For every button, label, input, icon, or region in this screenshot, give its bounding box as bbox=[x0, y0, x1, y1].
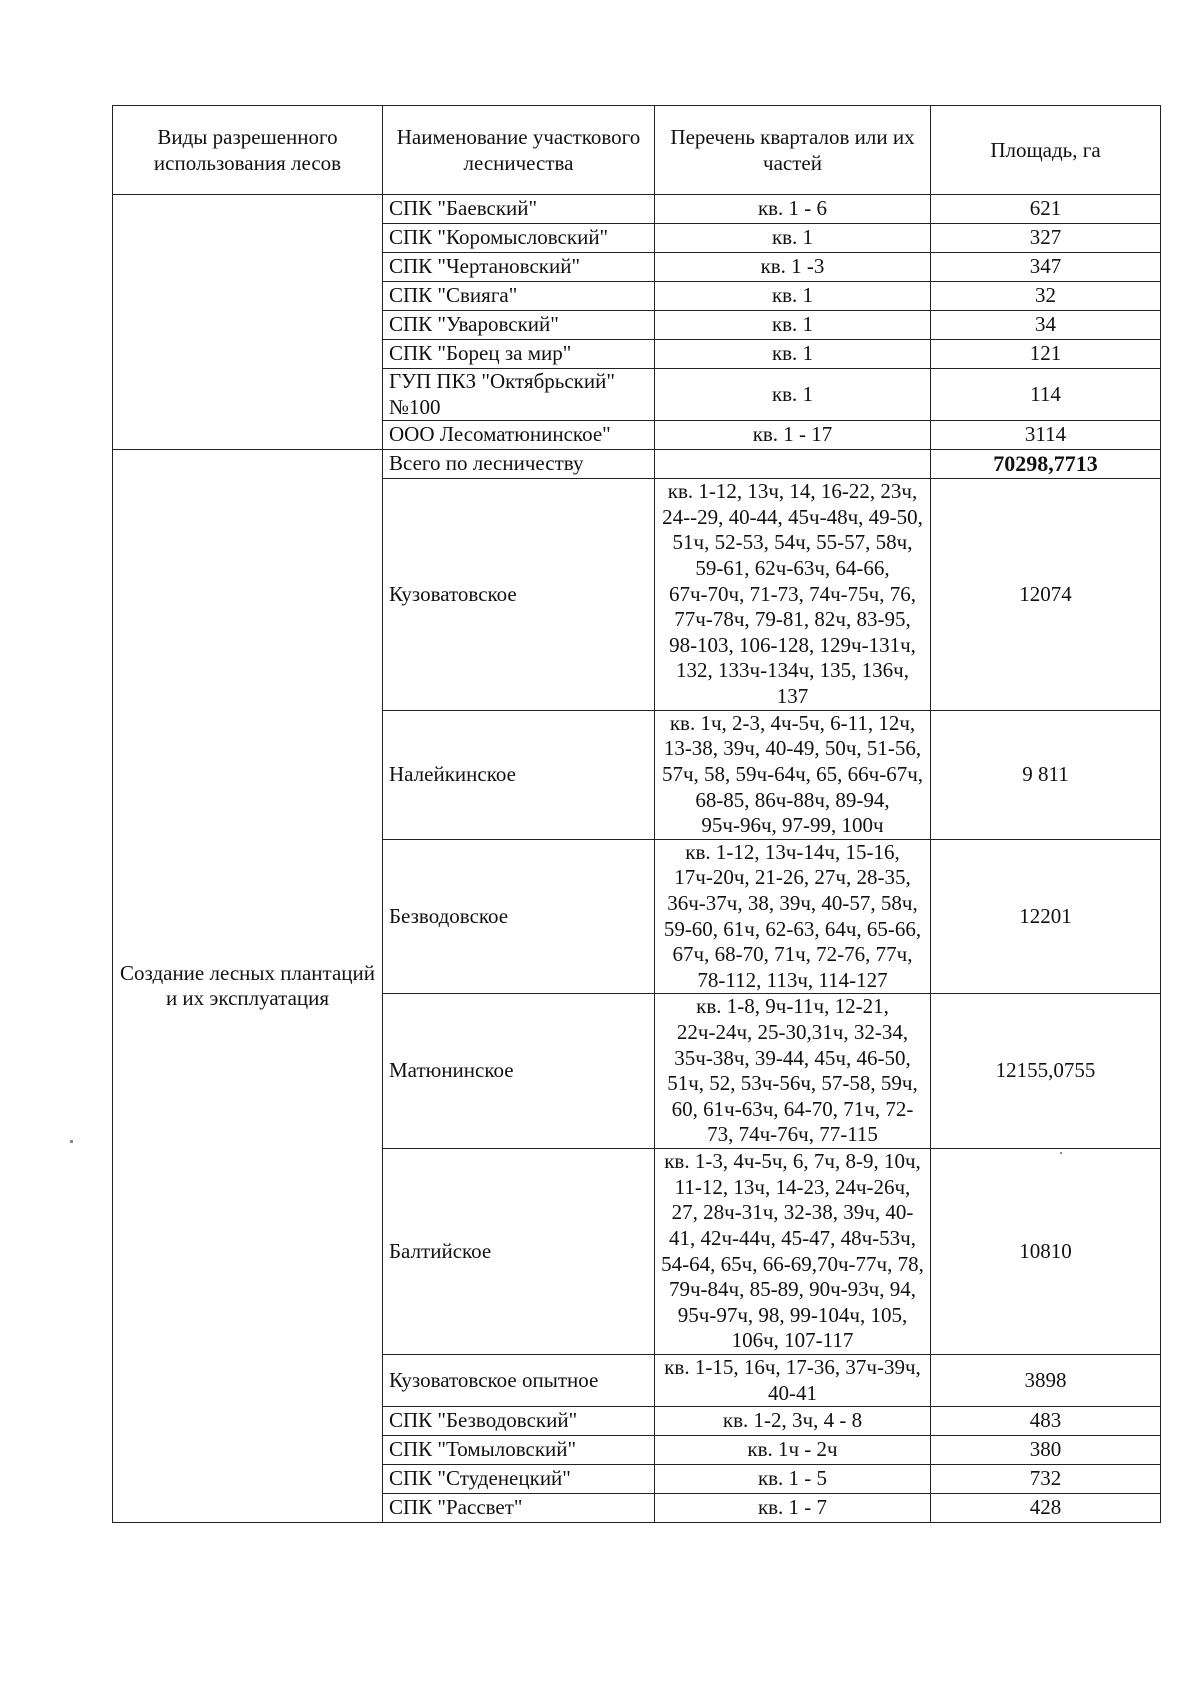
area-cell: 347 bbox=[931, 253, 1161, 282]
forestry-name-cell: Кузоватовское bbox=[383, 479, 655, 710]
forestry-name-cell: СПК "Безводовский" bbox=[383, 1407, 655, 1436]
forestry-name-cell: ГУП ПКЗ "Октябрьский" №100 bbox=[383, 369, 655, 421]
use-type-cell: Создание лесных плантаций и их эксплуатация bbox=[113, 450, 383, 1523]
forestry-name-cell: Безводовское bbox=[383, 839, 655, 994]
quarters-cell: кв. 1-3, 4ч-5ч, 6, 7ч, 8-9, 10ч, 11-12, 13ч, 14-23, 24ч-26ч, 27, 28ч-31ч, 32-38, 39ч, 40-41, 42ч-44ч, 45-47, 48ч-53ч, 54-64, 65ч, 66-69,70ч-77ч, 78, 79ч-84ч, 85-89, 90ч-93ч, 94, 95ч-97ч, 98, 99-104ч, 105, 106ч, 107-117 bbox=[655, 1149, 931, 1355]
quarters-cell: кв. 1-12, 13ч-14ч, 15-16, 17ч-20ч, 21-26, 27ч, 28-35, 36ч-37ч, 38, 39ч, 40-57, 58ч, 59-60, 61ч, 62-63, 64ч, 65-66, 67ч, 68-70, 71ч, 72-76, 77ч, 78-112, 113ч, 114-127 bbox=[655, 839, 931, 994]
forestry-name-cell: СПК "Рассвет" bbox=[383, 1494, 655, 1523]
quarters-cell: кв. 1 - 17 bbox=[655, 421, 931, 450]
area-cell: 3114 bbox=[931, 421, 1161, 450]
scan-speck bbox=[1060, 1152, 1062, 1154]
quarters-cell: кв. 1 - 7 bbox=[655, 1494, 931, 1523]
forestry-name-cell: СПК "Баевский" bbox=[383, 195, 655, 224]
area-cell: 3898 bbox=[931, 1354, 1161, 1406]
header-area: Площадь, га bbox=[931, 106, 1161, 195]
area-cell: 483 bbox=[931, 1407, 1161, 1436]
forestry-name-cell: Кузоватовское опытное bbox=[383, 1354, 655, 1406]
area-cell: 380 bbox=[931, 1436, 1161, 1465]
area-cell: 121 bbox=[931, 340, 1161, 369]
forestry-name-cell: СПК "Студенецкий" bbox=[383, 1465, 655, 1494]
forestry-name-cell: СПК "Коромысловский" bbox=[383, 224, 655, 253]
area-cell: 327 bbox=[931, 224, 1161, 253]
quarters-cell: кв. 1-12, 13ч, 14, 16-22, 23ч, 24--29, 40-44, 45ч-48ч, 49-50, 51ч, 52-53, 54ч, 55-57, 58ч, 59-61, 62ч-63ч, 64-66, 67ч-70ч, 71-73, 74ч-75ч, 76, 77ч-78ч, 79-81, 82ч, 83-95, 98-103, 106-128, 129ч-131ч, 132, 133ч-134ч, 135, 136ч, 137 bbox=[655, 479, 931, 710]
quarters-cell: кв. 1 bbox=[655, 311, 931, 340]
forestry-name-cell: Матюнинское bbox=[383, 994, 655, 1149]
quarters-cell: кв. 1-2, 3ч, 4 - 8 bbox=[655, 1407, 931, 1436]
forestry-name-cell: Всего по лесничеству bbox=[383, 450, 655, 479]
area-cell: 32 bbox=[931, 282, 1161, 311]
forestry-name-cell: СПК "Борец за мир" bbox=[383, 340, 655, 369]
area-cell: 732 bbox=[931, 1465, 1161, 1494]
quarters-cell: кв. 1 - 6 bbox=[655, 195, 931, 224]
forest-use-table bbox=[112, 105, 1161, 1523]
table-row bbox=[113, 195, 1161, 224]
quarters-cell: кв. 1-15, 16ч, 17-36, 37ч-39ч, 40-41 bbox=[655, 1354, 931, 1406]
forestry-name-cell: СПК "Чертановский" bbox=[383, 253, 655, 282]
quarters-cell bbox=[655, 450, 931, 479]
forestry-name-cell: Балтийское bbox=[383, 1149, 655, 1355]
area-cell: 621 bbox=[931, 195, 1161, 224]
area-cell: 114 bbox=[931, 369, 1161, 421]
area-cell: 428 bbox=[931, 1494, 1161, 1523]
area-cell: 12155,0755 bbox=[931, 994, 1161, 1149]
area-cell: 12074 bbox=[931, 479, 1161, 710]
header-forestry-name: Наименование участкового лесничества bbox=[383, 106, 655, 195]
quarters-cell: кв. 1-8, 9ч-11ч, 12-21, 22ч-24ч, 25-30,31ч, 32-34, 35ч-38ч, 39-44, 45ч, 46-50, 51ч, 52, 53ч-56ч, 57-58, 59ч, 60, 61ч-63ч, 64-70, 71ч, 72-73, 74ч-76ч, 77-115 bbox=[655, 994, 931, 1149]
area-cell: 34 bbox=[931, 311, 1161, 340]
quarters-cell: кв. 1 bbox=[655, 282, 931, 311]
forestry-name-cell: ООО Лесоматюнинское" bbox=[383, 421, 655, 450]
forestry-name-cell: Налейкинское bbox=[383, 710, 655, 839]
quarters-cell: кв. 1 bbox=[655, 369, 931, 421]
header-use-type: Виды разрешенного использования лесов bbox=[113, 106, 383, 195]
area-cell: 9 811 bbox=[931, 710, 1161, 839]
forestry-name-cell: СПК "Томыловский" bbox=[383, 1436, 655, 1465]
scan-speck bbox=[70, 1140, 73, 1143]
quarters-cell: кв. 1 bbox=[655, 340, 931, 369]
total-area-cell: 70298,7713 bbox=[931, 450, 1161, 479]
area-cell: 12201 bbox=[931, 839, 1161, 994]
header-quarters-list: Перечень кварталов или их частей bbox=[655, 106, 931, 195]
quarters-cell: кв. 1 -3 bbox=[655, 253, 931, 282]
area-cell: 10810 bbox=[931, 1149, 1161, 1355]
table-row-total bbox=[113, 450, 1161, 479]
table-header-row bbox=[113, 106, 1161, 195]
use-type-cell bbox=[113, 195, 383, 450]
forestry-name-cell: СПК "Свияга" bbox=[383, 282, 655, 311]
forestry-name-cell: СПК "Уваровский" bbox=[383, 311, 655, 340]
quarters-cell: кв. 1 bbox=[655, 224, 931, 253]
quarters-cell: кв. 1ч - 2ч bbox=[655, 1436, 931, 1465]
quarters-cell: кв. 1 - 5 bbox=[655, 1465, 931, 1494]
quarters-cell: кв. 1ч, 2-3, 4ч-5ч, 6-11, 12ч, 13-38, 39ч, 40-49, 50ч, 51-56, 57ч, 58, 59ч-64ч, 65, 66ч-67ч, 68-85, 86ч-88ч, 89-94, 95ч-96ч, 97-99, 100ч bbox=[655, 710, 931, 839]
